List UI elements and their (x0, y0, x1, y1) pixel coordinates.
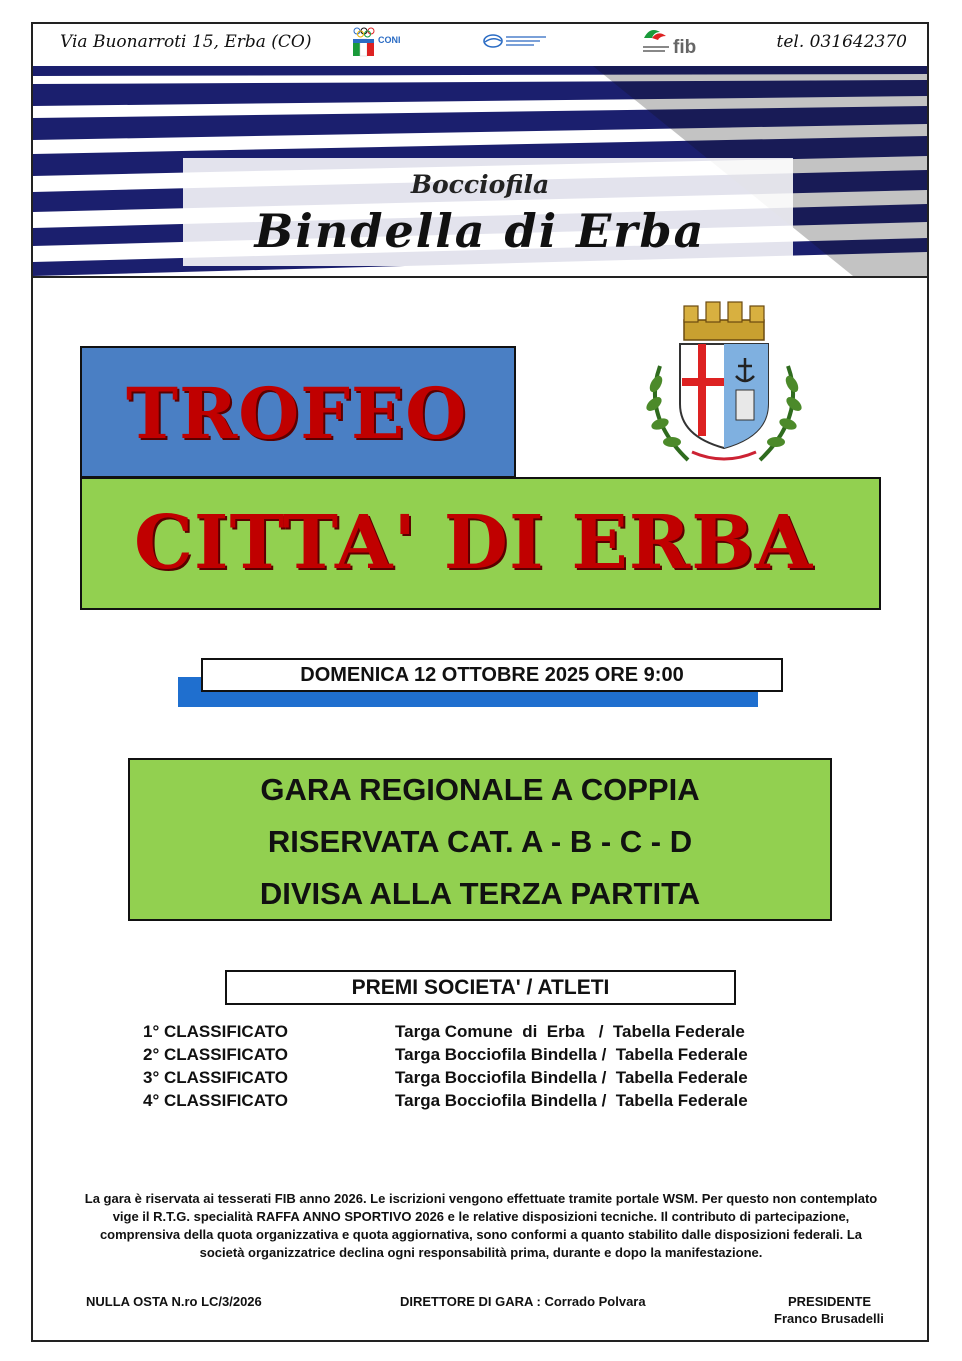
prize-position: 1° CLASSIFICATO (143, 1022, 289, 1041)
competition-line3: DIVISA ALLA TERZA PARTITA (259, 876, 701, 911)
coni-text: CONI (378, 35, 401, 45)
title-line1: TROFEO (126, 372, 468, 455)
prize-description: Targa Bocciofila Bindella / Tabella Federale (395, 1091, 748, 1110)
fib-logo (640, 24, 710, 60)
president-name: Franco Brusadelli (774, 1311, 884, 1326)
competition-line2: RISERVATA CAT. A - B - C - D (267, 824, 693, 859)
club-address: Via Buonarroti 15, Erba (CO) (60, 32, 312, 52)
coni-logo (348, 26, 418, 60)
title-line2: CITTA' DI ERBA (134, 500, 814, 586)
president-label: PRESIDENTE (788, 1294, 872, 1309)
coat-of-arms (636, 296, 812, 472)
prize-description: Targa Comune di Erba / Tabella Federale (395, 1022, 745, 1041)
prize-position: 3° CLASSIFICATO (143, 1068, 289, 1087)
prize-position: 4° CLASSIFICATO (143, 1091, 289, 1110)
race-director: DIRETTORE DI GARA : Corrado Polvara (400, 1294, 646, 1309)
prize-position: 2° CLASSIFICATO (143, 1045, 289, 1064)
prize-description: Targa Bocciofila Bindella / Tabella Federale (395, 1068, 748, 1087)
rules-line: società organizzatrice declina ogni responsabilità prima, durante e dopo la manifestazione. (199, 1245, 763, 1260)
sport-federation-logo (482, 30, 552, 52)
event-date: DOMENICA 12 OTTOBRE 2025 ORE 9:00 (201, 658, 783, 692)
club-banner (33, 66, 927, 278)
rules-line: La gara è riservata ai tesserati FIB anno 2026. Le iscrizioni vengono effettuate tramite portale WSM. Per questo non contemplato (84, 1191, 878, 1206)
club-name: Bindella di Erba (254, 204, 706, 258)
competition-box (128, 758, 832, 921)
rules-text (55, 1190, 907, 1262)
rules-line: comprensiva della quota organizzativa e quota aggiornativa, sono conformi a quanto stabilito dalle disposizioni federali. La (99, 1227, 863, 1242)
nulla-osta: NULLA OSTA N.ro LC/3/2026 (86, 1294, 262, 1309)
prizes-heading: PREMI SOCIETA' / ATLETI (225, 970, 736, 1005)
prize-description: Targa Bocciofila Bindella / Tabella Federale (395, 1045, 748, 1064)
competition-line1: GARA REGIONALE A COPPIA (260, 772, 700, 807)
rules-line: vige il R.T.G. specialità RAFFA ANNO SPORTIVO 2026 e le relative disposizioni tecniche. Il contributo di partecipazione, (112, 1209, 850, 1224)
fib-text: fib (673, 37, 697, 58)
club-subtitle: Bocciofila (410, 170, 550, 199)
club-telephone: tel. 031642370 (776, 32, 907, 52)
